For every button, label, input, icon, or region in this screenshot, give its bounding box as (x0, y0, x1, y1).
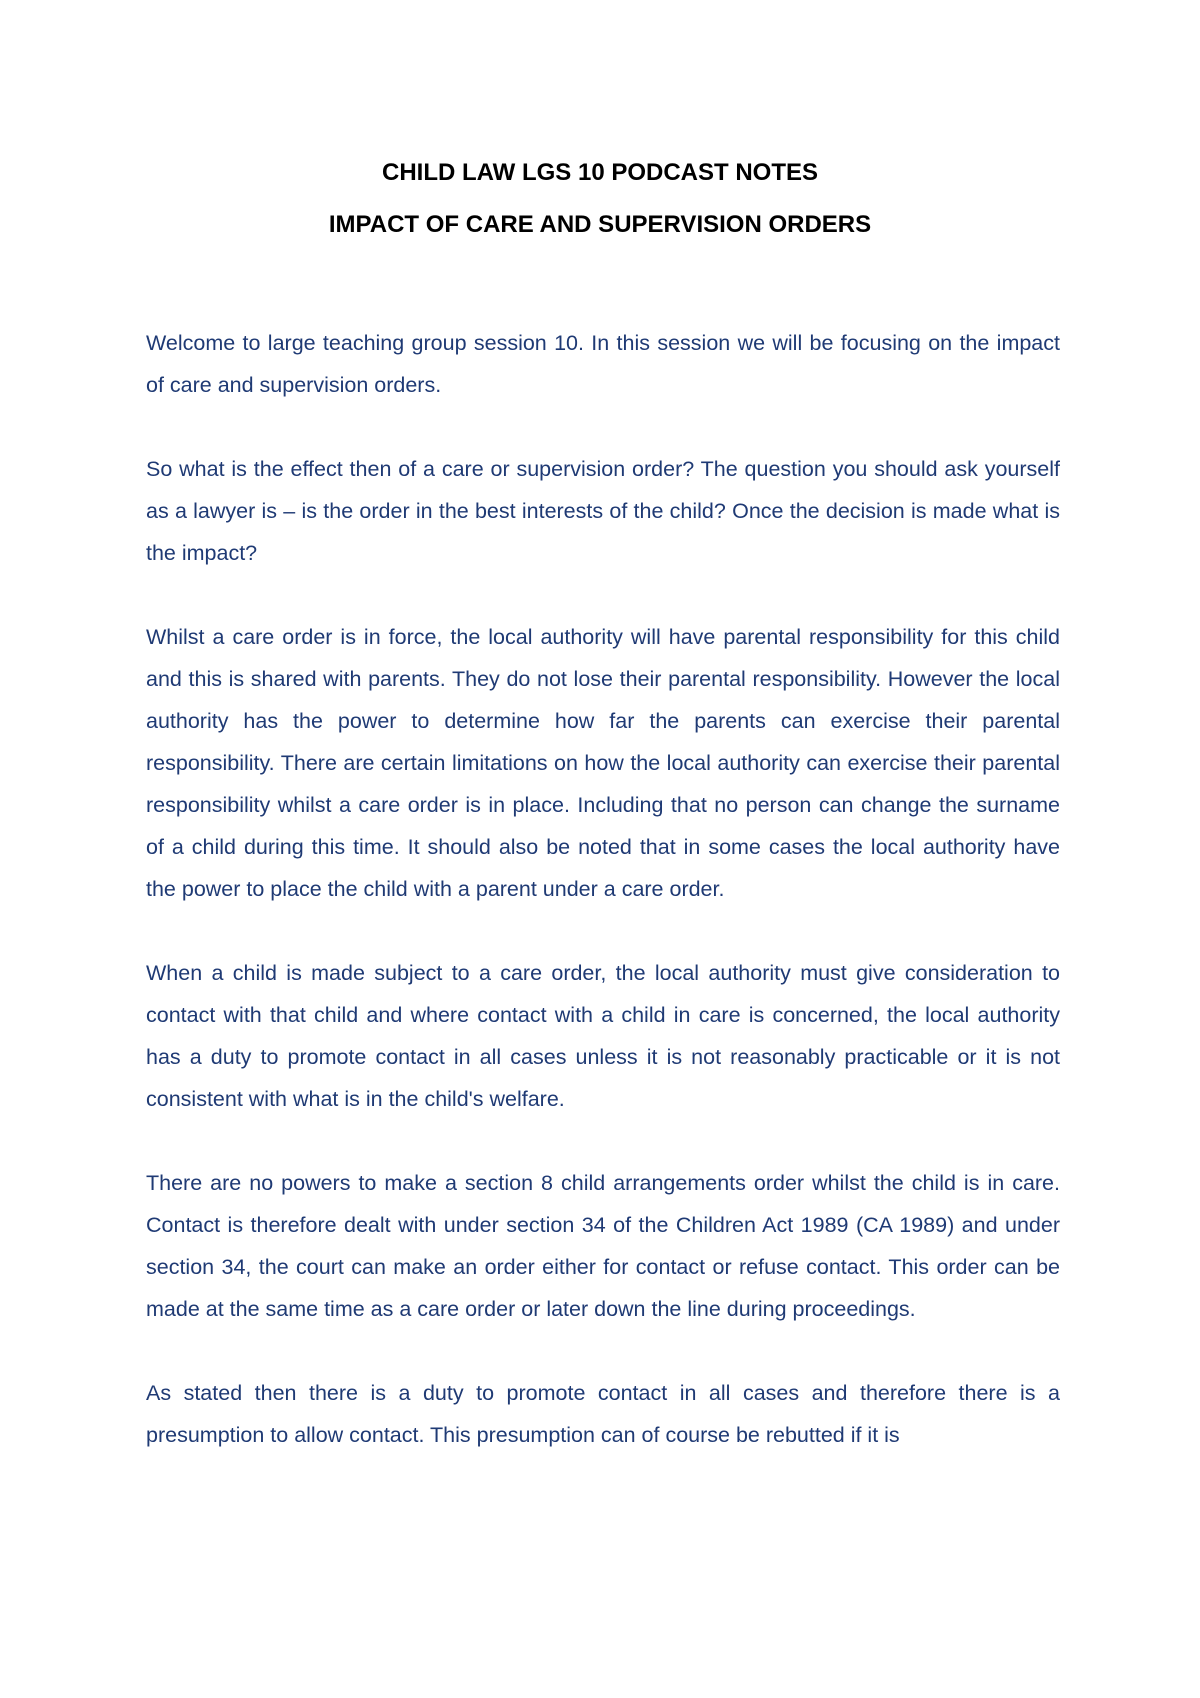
paragraph-intro: Welcome to large teaching group session 10. In this session we will be focusing on the impact of care and supervision orders. (146, 331, 1060, 397)
document-title (0, 147, 1200, 251)
paragraph-effect-of-order: So what is the effect then of a care or supervision order? The question you should ask yourself as a lawyer is – is the order in the best interests of the child? Once the decision is made what is the impact? (146, 457, 1060, 565)
title-line-2: IMPACT OF CARE AND SUPERVISION ORDERS (328, 211, 872, 238)
document-body (146, 322, 1060, 1456)
title-line-1: CHILD LAW LGS 10 PODCAST NOTES (381, 159, 819, 186)
paragraph-section-34: There are no powers to make a section 8 child arrangements order whilst the child is in care. Contact is therefore dealt with under section 34 of the Children Act 1989 (CA 1989) and under section 34, the court can make an order either for contact or refuse contact. This order can be made at the same time as a care order or later down the line during proceedings. (146, 1171, 1060, 1321)
paragraph-presumption: As stated then there is a duty to promote contact in all cases and therefore there is a presumption to allow contact. This presumption can of course be rebutted if it is (146, 1381, 1060, 1447)
paragraph-parental-responsibility: Whilst a care order is in force, the local authority will have parental responsibility for this child and this is shared with parents. They do not lose their parental responsibility. However the local authority has the power to determine how far the parents can exercise their parental responsibility. There are certain limitations on how the local authority can exercise their parental responsibility whilst a care order is in place. Including that no person can change the surname of a child during this time. It should also be noted that in some cases the local authority have the power to place the child with a parent under a care order. (146, 625, 1060, 901)
paragraph-contact-duty: When a child is made subject to a care order, the local authority must give consideration to contact with that child and where contact with a child in care is concerned, the local authority has a duty to promote contact in all cases unless it is not reasonably practicable or it is not consistent with what is in the child's welfare. (146, 961, 1060, 1111)
